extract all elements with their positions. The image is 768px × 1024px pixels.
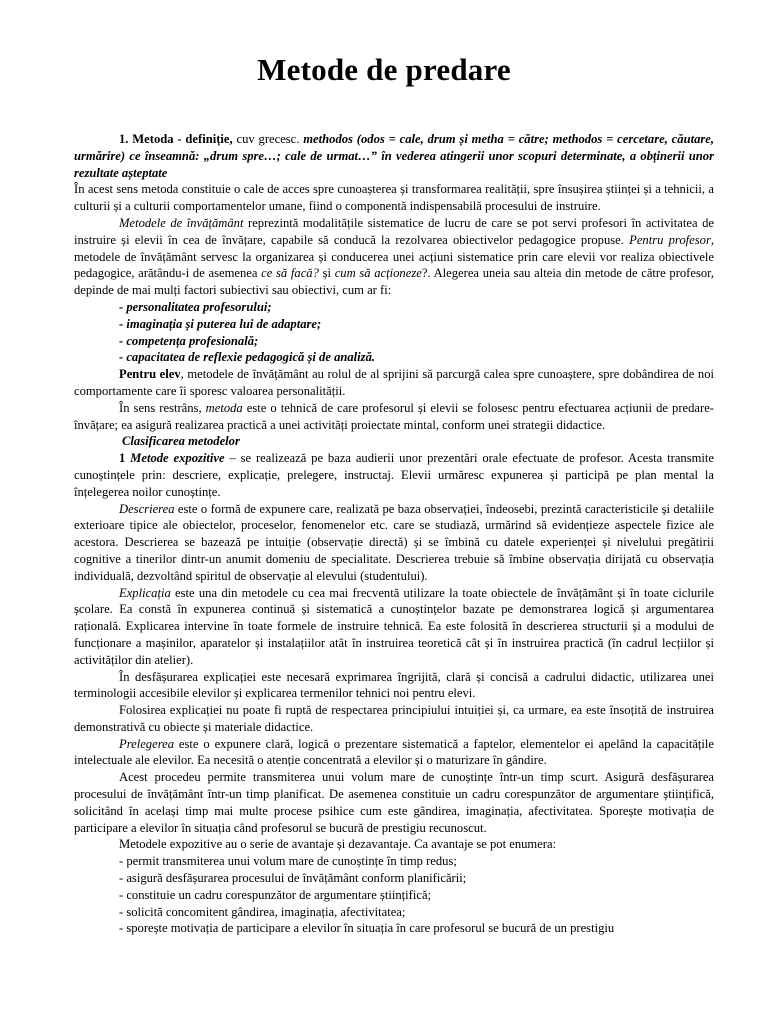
- text-segment: reprezintă modalitățile sistematice de lucru de care se pot servi profesori în activitatea de instruire și elevii în cea de învățare, capabile să conducă la rezolvarea obiectivelor pedagogice propuse.: [74, 215, 714, 247]
- text-segment: este o tehnică de care profesorul și elevii se folosesc pentru efectuarea acțiunii de predare-învățare; ea asigură realizarea practică a unei activități proiectate mintal, conform unei strategii didactice.: [74, 400, 714, 432]
- paragraph-metode-invatamant: [74, 215, 714, 299]
- advantage-item: - solicită concomitent gândirea, imaginația, afectivitatea;: [119, 904, 406, 919]
- term-metode-expozitive: Metode expozitive: [130, 451, 225, 466]
- paragraph-prelegerea: [74, 736, 714, 770]
- advantage-item: - constituie un cadru corespunzător de argumentare științifică;: [119, 887, 432, 902]
- paragraph-desfasurarea: În desfășurarea explicației este necesară exprimarea îngrijită, clară și concisă a cadrului didactic, utilizarea unei terminologii accesibile elevilor și explicarea termenilor tehnici noi pentru elevi.: [74, 669, 714, 701]
- paragraph-avantaje: Metodele expozitive au o serie de avantaje și dezavantaje. Ca avantaje se pot enumera:: [119, 837, 557, 852]
- text-segment: , metodele de învățământ au rolul de al sprijini să parcurgă calea spre cunoaștere, spre dobândirea de noi comportamente care îi sporesc valoarea personalității.: [74, 367, 714, 398]
- question-ce-sa-faca: ce să facă?: [261, 266, 319, 281]
- text-segment: este o formă de expunere care, realizată pe baza observației, îndeosebi, prezintă caracteristicile și detaliile exterioare tipice ale obiectelor, proceselor, fenomenelor etc. care se studiază, urmărind să evidențieze aspectele fizice ale acestora. Descrierea se bazează pe intuiție (observație directă) și se îmbină cu datele experienței și nivelului pregătirii cognitive a tinerilor dintr-un anumit domeniu de specialitate. Descrierea trebuie să îmbine observația dirijată cu observația individuală, dezvoltând spiritul de observație al elevului (studentului).: [74, 501, 714, 583]
- definition-paragraph: [74, 131, 714, 181]
- paragraph-metode-expozitive: [74, 450, 714, 500]
- term-prelegerea: Prelegerea: [119, 736, 175, 751]
- page-title: Metode de predare: [257, 52, 511, 87]
- document-body: [74, 131, 714, 937]
- text-segment: este o expunere clară, logică o prezentare sistematică a faptelor, elementelor ei apelând la capacitățile intelectuale ale elevilor. Ea necesită o atenție concentrată a elevilor și o maturizare în gândire.: [74, 736, 714, 768]
- advantage-item: - asigură desfășurarea procesului de învățământ conform planificării;: [119, 871, 467, 886]
- term-explicatia: Explicația: [119, 585, 171, 600]
- paragraph-sens-restrans: [74, 400, 714, 434]
- section-number-heading: 1. Metoda - definiție,: [119, 132, 233, 146]
- factor-item: - competența profesională;: [119, 333, 259, 348]
- factor-item: - personalitatea profesorului;: [119, 299, 272, 314]
- term-pentru-profesor: Pentru profesor: [629, 232, 711, 247]
- term-descrierea: Descrierea: [119, 501, 175, 516]
- paragraph-pentru-elev: [74, 366, 714, 400]
- term-metoda: metoda: [205, 400, 243, 415]
- question-cum-sa-actioneze: cum să acționeze: [334, 266, 422, 281]
- text-segment: este una din metodele cu cea mai frecventă utilizare la toate obiectele de învățământ și în toate ciclurile școlare. Ea constă în expunerea continuă și sistematică a cunoștințelor bazate pe demonstrarea logică și argumentarea rațională. Explicarea intervine în toate formele de instruire tehnică. Ea este folosită în descrierea structurii și a modului de funcționare a mașinilor, aparatelor și instalațiilor atât în instruirea teoretică cât și în instruirea practică (în cadrul lecțiilor și activităților din atelier).: [74, 585, 714, 667]
- advantage-item: - permit transmiterea unui volum mare de cunoștințe în timp redus;: [119, 854, 457, 869]
- heading-clasificarea-metodelor: Clasificarea metodelor: [122, 434, 240, 449]
- advantage-item: - sporește motivația de participare a elevilor în situația în care profesorul se bucură de un prestigiu: [119, 921, 615, 936]
- paragraph-descrierea: [74, 501, 714, 585]
- paragraph-procedeu: Acest procedeu permite transmiterea unui volum mare de cunoștințe într-un timp scurt. Asigură desfășurarea procesului de învățământ într-un timp planificat. De asemenea constituie un cadru corespunzător de argumentare științifică, solicitând în același timp mai multe procese psihice cum este gândirea, imaginația, afectivitatea. Sporește motivația de participare a elevilor în situația când profesorul se bucură de prestigiu recunoscut.: [74, 770, 714, 835]
- text-segment: – se realizează pe baza audierii unor prezentări orale efectuate de profesor. Acesta transmite cunoștințele prin: descriere, explicație, prelegere, instructaj. Elevii urmăresc expunerea și participă pe plan mental la înțelegerea noilor cunoștințe.: [74, 451, 714, 499]
- paragraph-folosirea: Folosirea explicației nu poate fi ruptă de respectarea principiului intuiției și, ca urmare, ea este însoțită de instruirea demonstrativă cu obiecte și materiale didactice.: [74, 703, 714, 734]
- factor-item: - capacitatea de reflexie pedagogică și de analiză.: [119, 350, 376, 365]
- list-number: 1: [119, 451, 131, 466]
- term-metode-invatamant: Metodele de învățământ: [119, 215, 244, 230]
- text-segment: și: [318, 266, 335, 281]
- factor-item: - imaginația și puterea lui de adaptare;: [119, 316, 322, 331]
- text-segment: ?. Alegerea uneia sau alteia din metode de către profesor, depinde de mai mulți factori subiectivi sau obiectivi, cum ar fi:: [74, 266, 714, 298]
- definition-intro: cuv grecesc.: [232, 132, 304, 146]
- text-segment: În sens restrâns,: [119, 400, 206, 415]
- paragraph-general: În acest sens metoda constituie o cale de acces spre cunoașterea și transformarea realității, spre însușirea științei și a tehnicii, a culturii și a culturii comportamentelor umane, fiind o componentă indispensabilă procesului de instruire.: [74, 182, 714, 214]
- paragraph-explicatia: [74, 585, 714, 669]
- etymology-text: methodos (odos = cale, drum și metha = către; methodos = cercetare, căutare, urmărire) ce înseamnă: „drum spre…; cale de urmat…” în vederea atingerii unor scopuri determinate, a obținerii unor rezultate așteptate: [74, 132, 715, 180]
- text-segment: , metodele de învățământ servesc la organizarea și conducerea unei acțiuni sistematice prin care elevii vor realiza obiectivele pedagogice, arătându-i de asemenea: [74, 232, 715, 281]
- term-pentru-elev: Pentru elev: [119, 367, 181, 382]
